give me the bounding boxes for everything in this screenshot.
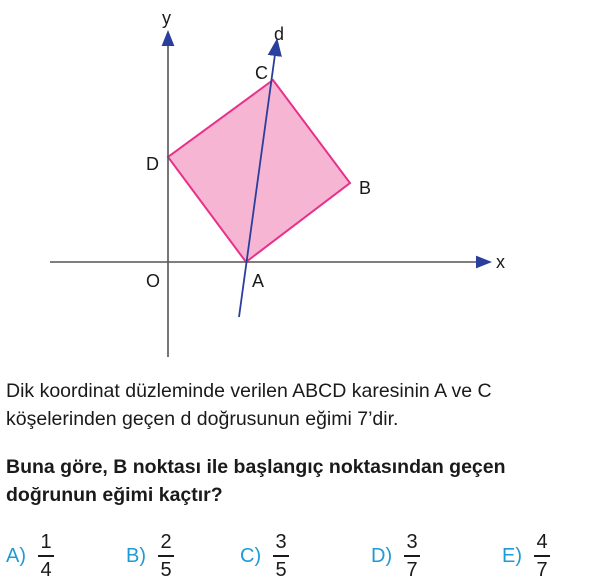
option-d[interactable] — [371, 530, 420, 582]
question-line: doğrunun eğimi kaçtır? — [6, 484, 223, 506]
option-fraction — [273, 530, 289, 582]
fraction-denominator: 5 — [160, 558, 172, 581]
statement-line: Dik koordinat düzleminde verilen ABCD karesinin A ve C — [6, 380, 492, 402]
option-e[interactable] — [502, 530, 550, 582]
question-text — [6, 453, 602, 509]
problem-statement — [6, 377, 602, 433]
x-axis-label: x — [496, 252, 505, 272]
option-letter: A) — [6, 544, 26, 567]
question-line: Buna göre, B noktası ile başlangıç noktasından geçen — [6, 456, 506, 478]
fraction-numerator: 3 — [406, 531, 418, 554]
y-axis-label: y — [162, 8, 171, 28]
fraction-denominator: 5 — [275, 558, 287, 581]
fraction-numerator: 3 — [275, 531, 287, 554]
fraction-denominator: 4 — [40, 558, 52, 581]
fraction-numerator: 4 — [536, 531, 548, 554]
fraction-bar — [404, 555, 420, 557]
fraction-numerator: 2 — [160, 531, 172, 554]
fraction-denominator: 7 — [536, 558, 548, 581]
option-fraction — [38, 530, 54, 582]
vertex-b-label: B — [359, 178, 372, 198]
fraction-bar — [273, 555, 289, 557]
fraction-denominator: 7 — [406, 558, 418, 581]
vertex-a-label: A — [252, 271, 265, 291]
option-letter: D) — [371, 544, 393, 567]
option-a[interactable] — [6, 530, 54, 582]
option-fraction — [158, 530, 174, 582]
statement-line: köşelerinden geçen d doğrusunun eğimi 7’dir. — [6, 408, 399, 430]
fraction-bar — [534, 555, 550, 557]
vertex-c-label: C — [255, 63, 268, 83]
line-d-label: d — [274, 24, 285, 44]
option-c[interactable] — [240, 530, 289, 582]
option-fraction — [534, 530, 550, 582]
fraction-numerator: 1 — [40, 531, 52, 554]
option-fraction — [404, 530, 420, 582]
option-letter: E) — [502, 544, 522, 567]
option-b[interactable] — [126, 530, 174, 582]
fraction-bar — [158, 555, 174, 557]
option-letter: B) — [126, 544, 146, 567]
vertex-d-label: D — [146, 154, 159, 174]
option-letter: C) — [240, 544, 262, 567]
origin-label: O — [146, 271, 161, 291]
fraction-bar — [38, 555, 54, 557]
